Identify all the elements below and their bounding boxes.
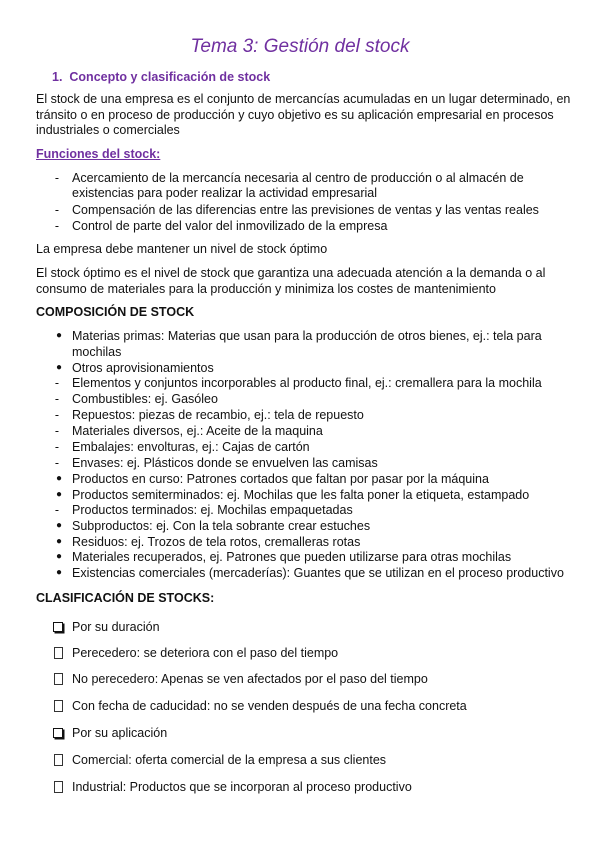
bullet-icon: ● [55, 330, 63, 341]
dash-marker: - [54, 376, 60, 390]
list-item-text: Con fecha de caducidad: no se venden después de una fecha concreta [72, 699, 467, 713]
list-item-text: Compensación de las diferencias entre las previsiones de ventas y las ventas reales [72, 203, 539, 217]
list-item-text: Productos en curso: Patrones cortados que faltan por pasar por la máquina [72, 472, 489, 486]
bullet-icon: ● [55, 551, 63, 562]
list-item-text: Productos semiterminados: ej. Mochilas que les falta poner la etiqueta, estampado [72, 488, 530, 502]
list-item-text: Materiales recuperados, ej. Patrones que pueden utilizarse para otras mochilas [72, 550, 512, 564]
list-item-text: Perecedero: se deteriora con el paso del tiempo [72, 646, 339, 660]
list-item-text: Materias primas: Materias que usan para la producción de otros bienes, ej.: tela para [72, 329, 542, 343]
nivel-paragraph: La empresa debe mantener un nivel de stock óptimo [36, 242, 328, 256]
bullet-icon: ● [55, 536, 63, 547]
dash-marker: - [54, 203, 60, 217]
missing-glyph-icon [54, 647, 63, 659]
list-item-text: Materiales diversos, ej.: Aceite de la maquina [72, 424, 323, 438]
list-item-text: Por su aplicación [72, 726, 168, 740]
page-title: Tema 3: Gestión del stock [190, 36, 410, 57]
dash-marker: - [54, 424, 60, 438]
list-item-text: Embalajes: envolturas, ej.: Cajas de cartón [72, 440, 310, 454]
bullet-icon: ● [55, 362, 63, 373]
list-item-text: Repuestos: piezas de recambio, ej.: tela de repuesto [72, 408, 364, 422]
section-number: 1. [52, 70, 63, 84]
list-item-text: Combustibles: ej. Gasóleo [72, 392, 218, 406]
intro-line-3: industriales o comerciales [36, 123, 180, 137]
dash-marker: - [54, 219, 60, 233]
section-heading [52, 69, 270, 85]
missing-glyph-icon [54, 700, 63, 712]
clasificacion-heading: CLASIFICACIÓN DE STOCKS: [36, 591, 215, 605]
missing-glyph-icon [54, 781, 63, 793]
list-item-text: Por su duración [72, 620, 160, 634]
list-item-text: Subproductos: ej. Con la tela sobrante crear estuches [72, 519, 371, 533]
list-item-text: existencias para poder realizar la actividad empresarial [72, 186, 378, 200]
section-heading-text: Concepto y clasificación de stock [69, 70, 271, 84]
funciones-heading: Funciones del stock: [36, 147, 161, 161]
dash-marker: - [54, 408, 60, 422]
missing-glyph-icon [54, 673, 63, 685]
checkbox-icon [53, 622, 63, 632]
bullet-icon: ● [55, 489, 63, 500]
list-item-text: mochilas [72, 345, 122, 359]
dash-marker: - [54, 440, 60, 454]
list-item-text: Acercamiento de la mercancía necesaria al centro de producción o al almacén de [72, 171, 524, 185]
list-item-text: Envases: ej. Plásticos donde se envuelven las camisas [72, 456, 378, 470]
dash-marker: - [54, 392, 60, 406]
dash-marker: - [54, 456, 60, 470]
list-item-text: Existencias comerciales (mercaderías): Guantes que se utilizan en el proceso productivo [72, 566, 564, 580]
optimo-line-2: consumo de materiales para la producción y minimiza los costes de mantenimiento [36, 282, 496, 296]
bullet-icon: ● [55, 520, 63, 531]
bullet-icon: ● [55, 473, 63, 484]
missing-glyph-icon [54, 754, 63, 766]
list-item-text: Otros aprovisionamientos [72, 361, 214, 375]
bullet-icon: ● [55, 567, 63, 578]
checkbox-icon [53, 728, 63, 738]
intro-line-2: tránsito o en proceso de producción y cuyo objetivo es su aplicación empresarial en procesos [36, 108, 554, 122]
dash-marker: - [54, 503, 60, 517]
list-item-text: Elementos y conjuntos incorporables al producto final, ej.: cremallera para la mochila [72, 376, 542, 390]
list-item-text: Productos terminados: ej. Mochilas empaquetadas [72, 503, 353, 517]
optimo-line-1: El stock óptimo es el nivel de stock que garantiza una adecuada atención a la demanda o al [36, 266, 546, 280]
list-item-text: Industrial: Productos que se incorporan al proceso productivo [72, 780, 412, 794]
intro-line-1: El stock de una empresa es el conjunto de mercancías acumuladas en un lugar determinado, en [36, 92, 571, 106]
list-item-text: Residuos: ej. Trozos de tela rotos, cremalleras rotas [72, 535, 361, 549]
dash-marker: - [54, 171, 60, 185]
list-item-text: Control de parte del valor del inmovilizado de la empresa [72, 219, 388, 233]
composicion-heading: COMPOSICIÓN DE STOCK [36, 305, 195, 319]
list-item-text: No perecedero: Apenas se ven afectados por el paso del tiempo [72, 672, 428, 686]
list-item-text: Comercial: oferta comercial de la empresa a sus clientes [72, 753, 387, 767]
